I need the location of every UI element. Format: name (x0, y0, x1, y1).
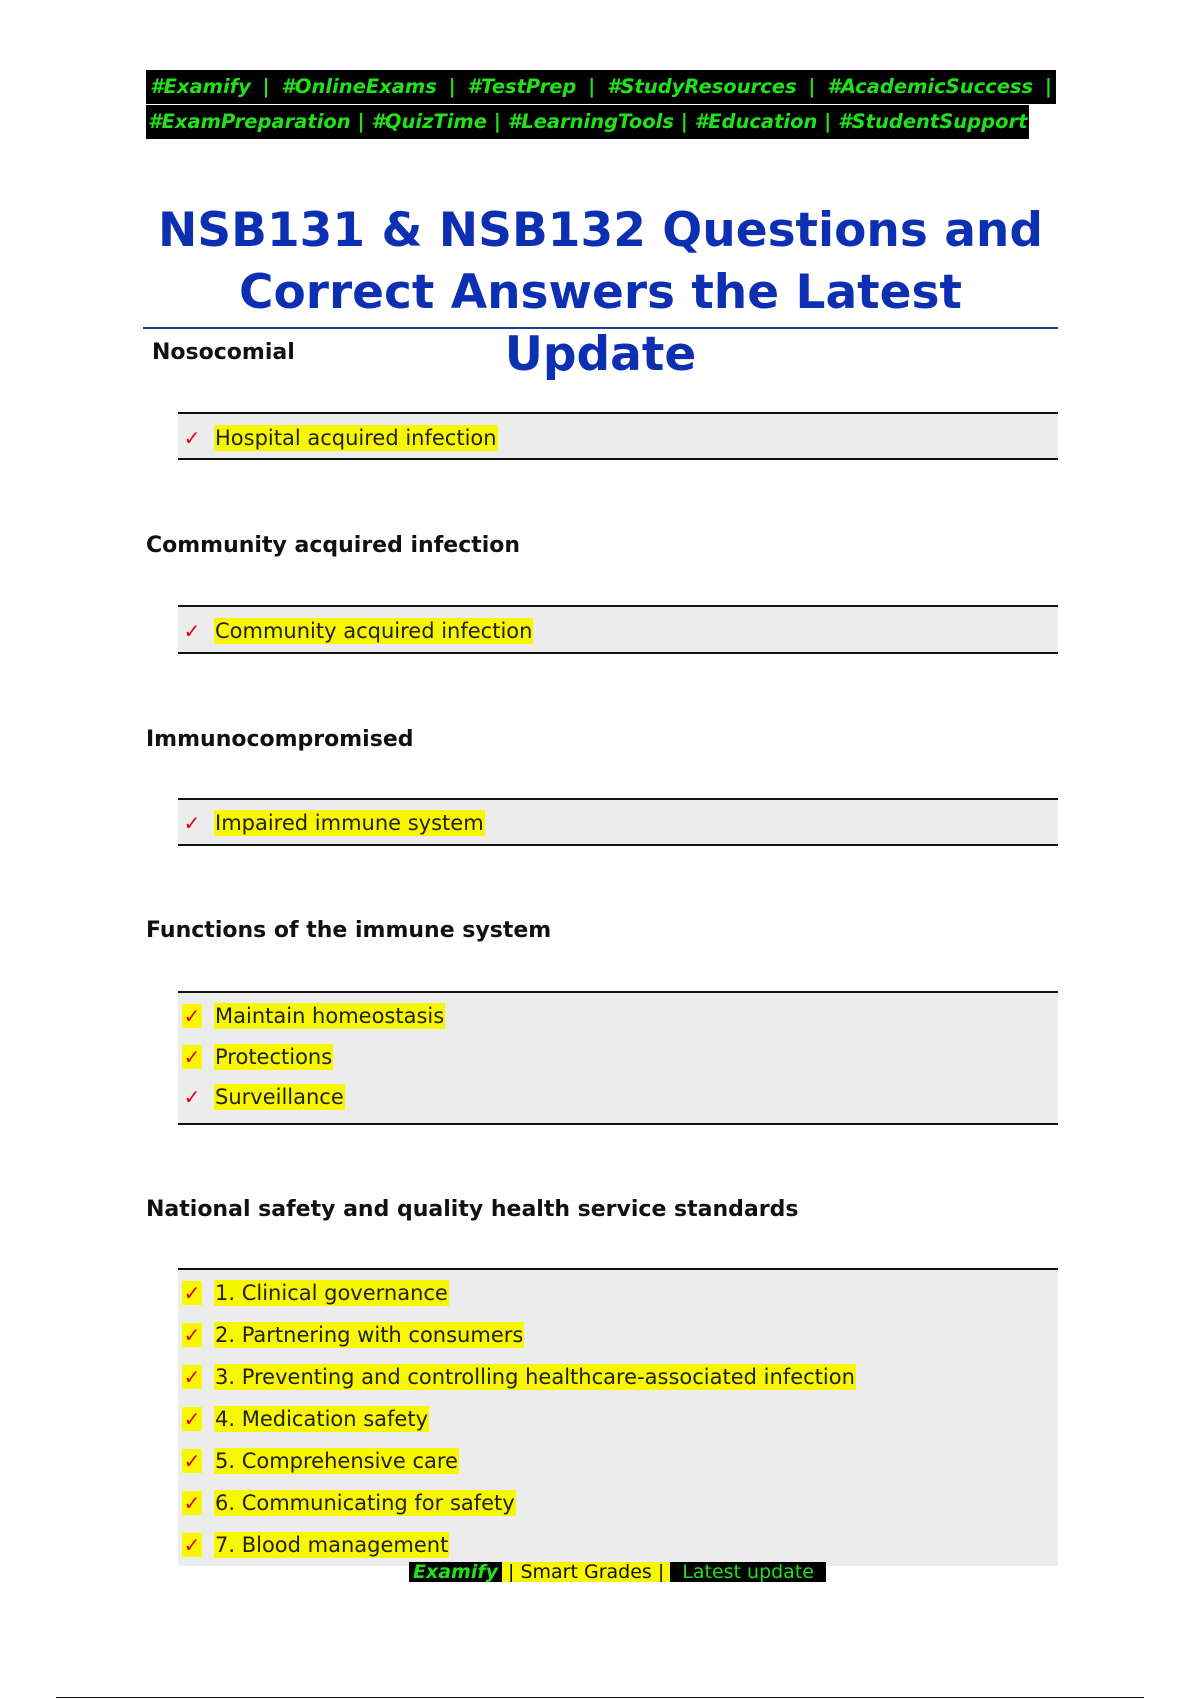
checkmark-icon: ✓ (183, 1365, 201, 1389)
answer-item (178, 802, 1058, 844)
answer-item (178, 1524, 1058, 1566)
question-community-acquired-infection: Community acquired infection (146, 533, 521, 558)
answer-text: Hospital acquired infection (215, 426, 497, 450)
hashtag-separator: | (262, 75, 270, 98)
footer-watermark (409, 1562, 826, 1582)
answer-box (178, 412, 1058, 460)
answer-item (178, 1398, 1058, 1440)
hashtag-onlineexams: #OnlineExams (281, 75, 437, 98)
footer-grades: | Smart Grades | (502, 1562, 670, 1582)
page-bottom-divider (56, 1697, 1144, 1698)
question-functions-of-immune-system: Functions of the immune system (146, 918, 552, 943)
hashtag-separator: | (808, 75, 816, 98)
answer-text: Protections (215, 1045, 333, 1069)
checkmark-icon: ✓ (183, 1533, 201, 1557)
checkmark-icon: ✓ (183, 1323, 201, 1347)
answer-text: 4. Medication safety (215, 1407, 429, 1431)
checkmark-icon: ✓ (183, 811, 201, 835)
answer-box (178, 1268, 1058, 1566)
answer-text: Maintain homeostasis (215, 1004, 445, 1028)
checkmark-icon: ✓ (183, 619, 201, 643)
answer-box (178, 798, 1058, 846)
answer-text: 6. Communicating for safety (215, 1491, 515, 1515)
answer-text: 5. Comprehensive care (215, 1449, 458, 1473)
hashtag-studyresources: #StudyResources (606, 75, 797, 98)
answer-item (178, 1272, 1058, 1314)
title-line-1: NSB131 & NSB132 Questions and (157, 203, 1044, 258)
checkmark-icon: ✓ (183, 1004, 201, 1028)
answer-text: 1. Clinical governance (215, 1281, 448, 1305)
answer-item (178, 417, 1058, 459)
question-nsqhs-standards: National safety and quality health service standards (146, 1197, 799, 1222)
footer-latest-update: Latest update (670, 1562, 826, 1582)
checkmark-icon: ✓ (183, 1045, 201, 1069)
answer-box (178, 605, 1058, 654)
answer-text: Impaired immune system (215, 811, 484, 835)
answer-text: Community acquired infection (215, 619, 533, 643)
checkmark-icon: ✓ (183, 1491, 201, 1515)
checkmark-icon: ✓ (183, 1281, 201, 1305)
answer-text: 7. Blood management (215, 1533, 449, 1557)
answer-item (178, 1314, 1058, 1356)
hashtag-separator: | (588, 75, 596, 98)
answer-item (178, 1440, 1058, 1482)
footer-brand: Examify (409, 1562, 502, 1582)
answer-text: 3. Preventing and controlling healthcare-associated infection (215, 1365, 855, 1389)
answer-text: Surveillance (215, 1085, 344, 1109)
question-immunocompromised: Immunocompromised (146, 727, 414, 752)
hashtag-line-2: #ExamPreparation | #QuizTime | #LearningTools | #Education | #StudentSupport (146, 105, 1029, 139)
hashtag-separator: | (448, 75, 456, 98)
answer-item (178, 1037, 1058, 1077)
checkmark-icon: ✓ (183, 1449, 201, 1473)
hashtag-testprep: #TestPrep (467, 75, 577, 98)
answer-item (178, 1482, 1058, 1524)
answer-text: 2. Partnering with consumers (215, 1323, 524, 1347)
question-nosocomial: Nosocomial (152, 340, 295, 365)
hashtag-separator: | (1044, 75, 1052, 98)
answer-item (178, 1077, 1058, 1117)
hashtag-academicsuccess: #AcademicSuccess (827, 75, 1034, 98)
hashtag-banner (146, 70, 1056, 139)
checkmark-icon: ✓ (183, 426, 201, 450)
answer-box (178, 991, 1058, 1125)
checkmark-icon: ✓ (183, 1085, 201, 1109)
checkmark-icon: ✓ (183, 1407, 201, 1431)
answer-item (178, 610, 1058, 652)
title-divider (143, 327, 1058, 329)
answer-item (178, 1356, 1058, 1398)
answer-item (178, 995, 1058, 1037)
title-line-2: Correct Answers the Latest Update (239, 265, 962, 382)
hashtag-examify: #Examify (150, 75, 251, 98)
hashtag-line-1 (146, 70, 1056, 104)
